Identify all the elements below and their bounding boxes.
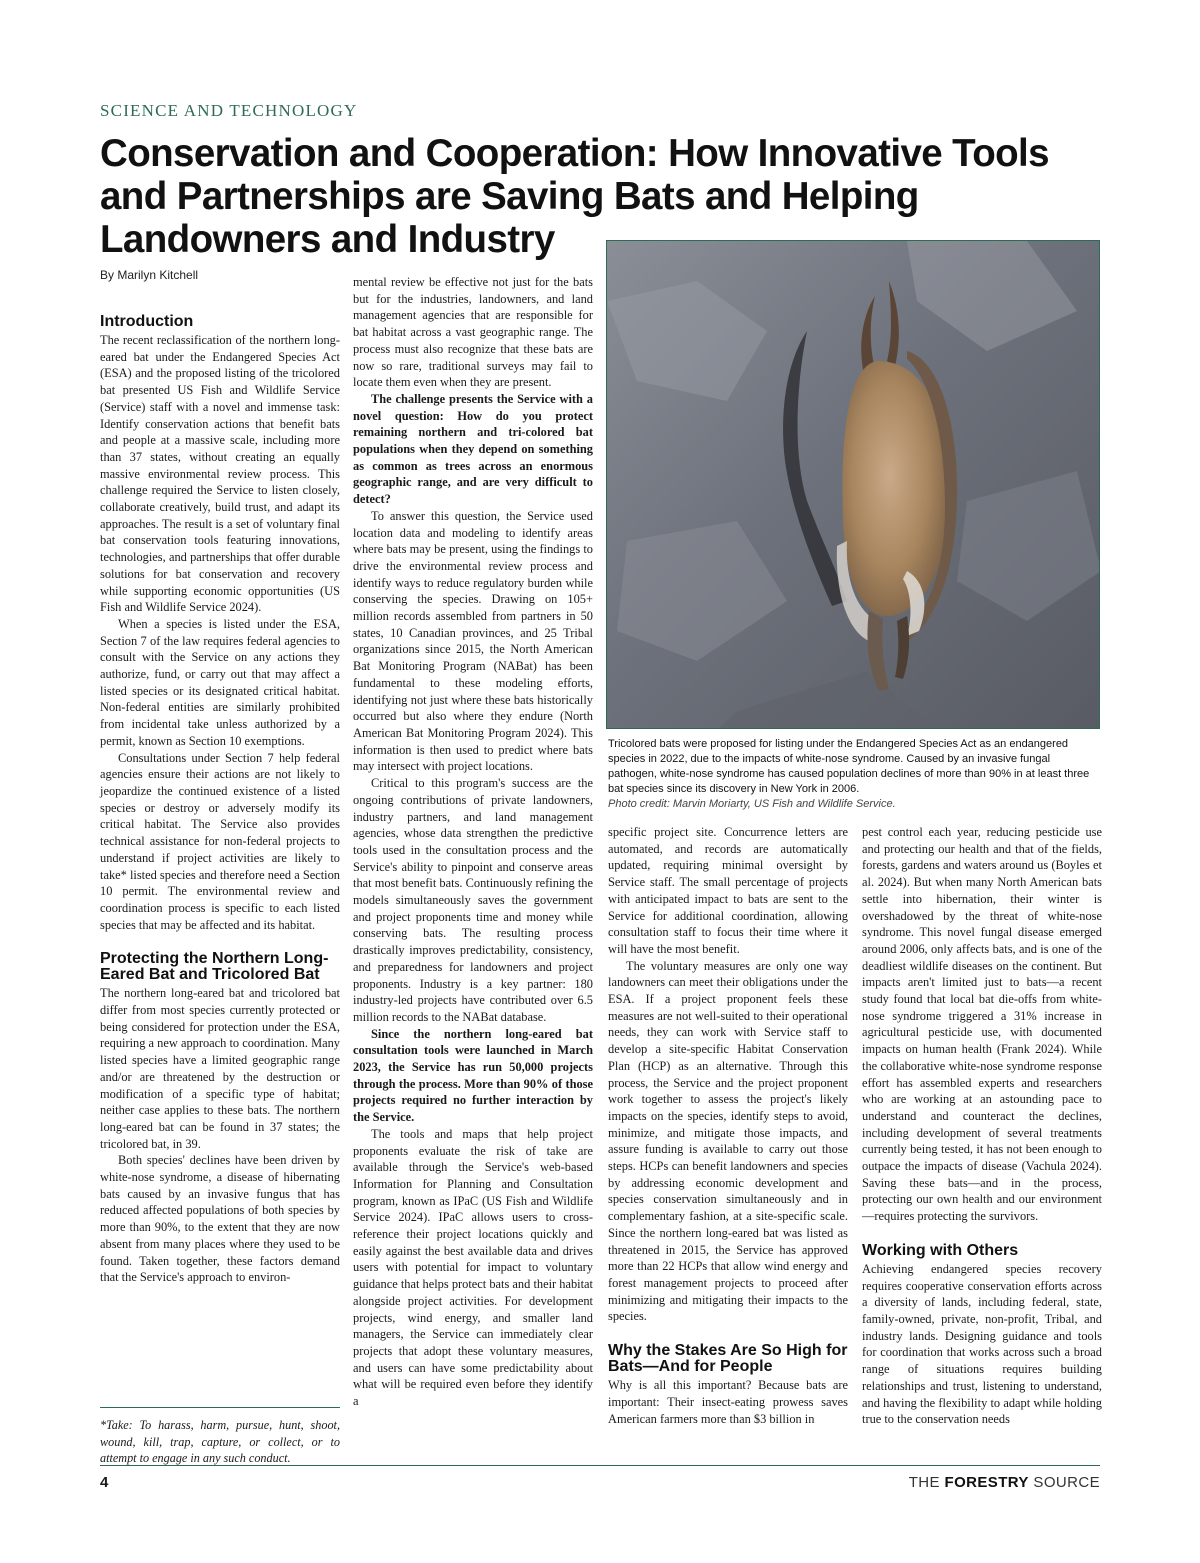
- paragraph: The voluntary measures are only one way landowners can meet their obligations under the ESA. If a project proponent feels these measures are not well-suited to their operational needs, they can work with Service staff to develop a site-specific Habitat Conservation Plan (HCP) as an alternative. Through this process, the Service and the project proponent work together to assess the project's likely impacts on the species, identify steps to avoid, minimize, and mitigate those impacts, and assure funding is available to carry out those steps. HCPs can benefit landowners and species by addressing economic development and species conservation simultaneously and in complementary fashion, at a site-specific scale. Since the northern long-eared bat was listed as threatened in 2015, the Service has approved more than 22 HCPs that allow wind energy and forest management projects to proceed after minimizing and mitigating their impacts to the species.: [608, 958, 848, 1324]
- paragraph: Achieving endangered species recovery requires cooperative conservation efforts across a diversity of lands, including federal, state, family-owned, private, non-profit, Tribal, and industry lands. Designing guidance and tools for coordination that works across such a broad range of situations requires building relationships and trust, listening to understand, and having the flexibility to adapt while holding true to the conservation needs: [862, 1261, 1102, 1427]
- paragraph: Critical to this program's success are the ongoing contributions of private landowners, industry partners, and land management agencies, whose data strengthen the predictive tools used in the consultation process and the Service's ability to pinpoint and conserve areas that most benefit bats. Continuously refining the models simultaneously saves the government and project proponents time and money while conserving bats. The resulting process drastically improves predictability, consistency, and preparedness for landowners and project proponents. Industry is a key partner: 180 industry-led projects have contributed over 6.5 million records to the NABat database.: [353, 776, 593, 1024]
- page-title: Conservation and Cooperation: How Innovative Tools and Partnerships are Saving Bats and Helping Landowners and Industry: [100, 132, 1049, 261]
- paragraph-emphasis: Since the northern long-eared bat consultation tools were launched in March 2023, the Service has run 50,000 projects through the process. More than 90% of those projects required no further interaction by the Service.: [353, 1026, 593, 1125]
- article-column-4: [862, 824, 1102, 1428]
- paragraph: When a species is listed under the ESA, Section 7 of the law requires federal agencies to consult with the Service on any actions they authorize, fund, or carry out that may affect a listed species or its designated critical habitat. Non-federal entities are similarly prohibited from incidental take unless authorized by a permit, known as Section 10 exemptions.: [100, 616, 340, 748]
- heading-protecting: Protecting the Northern Long-Eared Bat and Tricolored Bat: [100, 950, 329, 984]
- paragraph: The recent reclassification of the northern long-eared bat under the Endangered Species Act (ESA) and the proposed listing of the tricolored bat presented US Fish and Wildlife Service (Service) staff with a novel and immense task: Identify conservation actions that benefit bats and people at a massive scale, including more than 37 states, without creating an equally massive environmental review process. This challenge required the Service to listen closely, collaborate creatively, build trust, and adapt its approaches. The result is a set of voluntary final bat conservation tools featuring innovations, technologies, and partnerships that offer durable solutions for bat conservation and recovery while supporting economic opportunities (US Fish and Wildlife Service 2024).: [100, 333, 340, 615]
- article-column-2: [353, 274, 593, 1410]
- paragraph: specific project site. Concurrence letters are automated, and records are automatically updated, requiring minimal oversight by Service staff. The small percentage of projects with anticipated impact to bats are sent to the Service for additional coordination, allowing consultation staff to focus their time where it will have the most benefit.: [608, 825, 848, 956]
- byline: By Marilyn Kitchell: [100, 268, 199, 282]
- footnote: *Take: To harass, harm, pursue, hunt, shoot, wound, kill, trap, capture, or collect, or to attempt to engage in any such conduct.: [100, 1418, 340, 1465]
- page-number: 4: [100, 1474, 109, 1491]
- paragraph: pest control each year, reducing pesticide use and protecting our health and that of the fields, forests, gardens and waters around us (Boyles et al. 2024). But when many North American bats settle into hibernation, their winter is overshadowed by the threat of white-nose syndrome. This novel fungal disease emerged around 2006, only affects bats, and is one of the deadliest wildlife diseases on the continent. But impacts aren't limited just to bats—a recent study found that local bat die-offs from white-nose syndrome triggered a 31% increase in agricultural pesticide use, with documented impacts on human health (Frank 2024). While the collaborative white-nose syndrome response effort has assembled experts and researchers who are working at an astounding pace to understand and counteract the declines, including development of several treatments currently being tested, it has not been enough to outpace the impacts of disease (Vachula 2024). Saving these bats—and in the process, protecting our own health and our environment—requires protecting the survivors.: [862, 825, 1102, 1224]
- caption-text: Tricolored bats were proposed for listing under the Endangered Species Act as an endangered species in 2022, due to the impacts of white-nose syndrome. Caused by an invasive fungal pathogen, white-nose syndrome has caused population declines of more than 90% in at least three bat species since its discovery in New York in 2006.: [608, 738, 1090, 795]
- section-label: SCIENCE AND TECHNOLOGY: [100, 101, 358, 120]
- paragraph: mental review be effective not just for the bats but for the industries, landowners, and land management agencies that are responsible for bat habitat across a vast geographic range. The process must also recognize that these bats are now so rare, traditional surveys may fail to locate them even when they are present.: [353, 275, 593, 390]
- article-column-1: [100, 314, 340, 1286]
- paragraph: To answer this question, the Service used location data and modeling to identify areas where bats may be present, using the findings to drive the environmental review process and identify ways to reduce regulatory burden while conserving the species. Drawing on 105+ million records assembled from partners in 50 states, 10 Canadian provinces, and 25 Tribal organizations since 2015, the North American Bat Monitoring Program (NABat) has been fundamental to these modeling efforts, identifying not just where these bats historically occurred but also where they endure (North American Bat Monitoring Program 2024). This information is then used to predict where bats may intersect with project locations.: [353, 508, 593, 774]
- paragraph: Why is all this important? Because bats are important: Their insect-eating prowess saves American farmers more than $3 billion in: [608, 1378, 848, 1426]
- bat-photo: [606, 240, 1100, 729]
- photo-credit: Photo credit: Marvin Moriarty, US Fish and Wildlife Service.: [608, 798, 896, 810]
- photo-caption: [608, 737, 1100, 812]
- footnote-divider: [100, 1407, 340, 1408]
- heading-working-with-others: Working with Others: [862, 1241, 1019, 1259]
- paragraph: Both species' declines have been driven by white-nose syndrome, a disease of hibernating bats caused by an invasive fungus that has reduced affected populations of both species by more than 90%, to the extent that they are now absent from many places where they used to be found. Taken together, these factors demand that the Service's approach to environ-: [100, 1153, 340, 1285]
- heading-introduction: Introduction: [100, 313, 194, 330]
- publication-name: THE FORESTRY SOURCE: [908, 1474, 1100, 1491]
- paragraph: Consultations under Section 7 help federal agencies ensure their actions are not likely to jeopardize the continued existence of a listed species or destroy or adversely modify its critical habitat. The Service also provides technical assistance for non-federal projects to understand if project activities are likely to take* listed species and therefore need a Section 10 permit. The environmental review and coordination process is specific to each listed species that may be affected and its habitat.: [100, 750, 340, 932]
- paragraph-emphasis: The challenge presents the Service with a novel question: How do you protect remaining northern and tri-colored bat populations when they depend on something as common as trees across an enormous geographic range, and are very difficult to detect?: [353, 391, 593, 507]
- paragraph: The northern long-eared bat and tricolored bat differ from most species currently protected or being considered for protection under the ESA, requiring a new approach to coordination. Many listed species have a limited geographic range and/or are threatened by the destruction or modification of a specific type of habitat; neither case applies to these bats. The northern long-eared bat can be found in 37 states; the tricolored bat, in 39.: [100, 986, 340, 1151]
- paragraph: The tools and maps that help project proponents evaluate the risk of take are available through the Service's web-based Information for Planning and Consultation program, known as IPaC (US Fish and Wildlife Service 2024). IPaC allows users to cross-reference their project locations quickly and easily against the best available data and drives users with potential for impact to voluntary guidance that helps protect bats and their habitat alongside project activities. For development projects, wind energy, and smaller land managers, the Service can immediately clear projects that adopt these voluntary measures, and users can have some predictability about what will be required even before they identify a: [353, 1126, 593, 1409]
- article-column-3: [608, 824, 848, 1427]
- heading-stakes: Why the Stakes Are So High for Bats—And for People: [608, 1342, 848, 1376]
- footer-divider: [100, 1465, 1100, 1466]
